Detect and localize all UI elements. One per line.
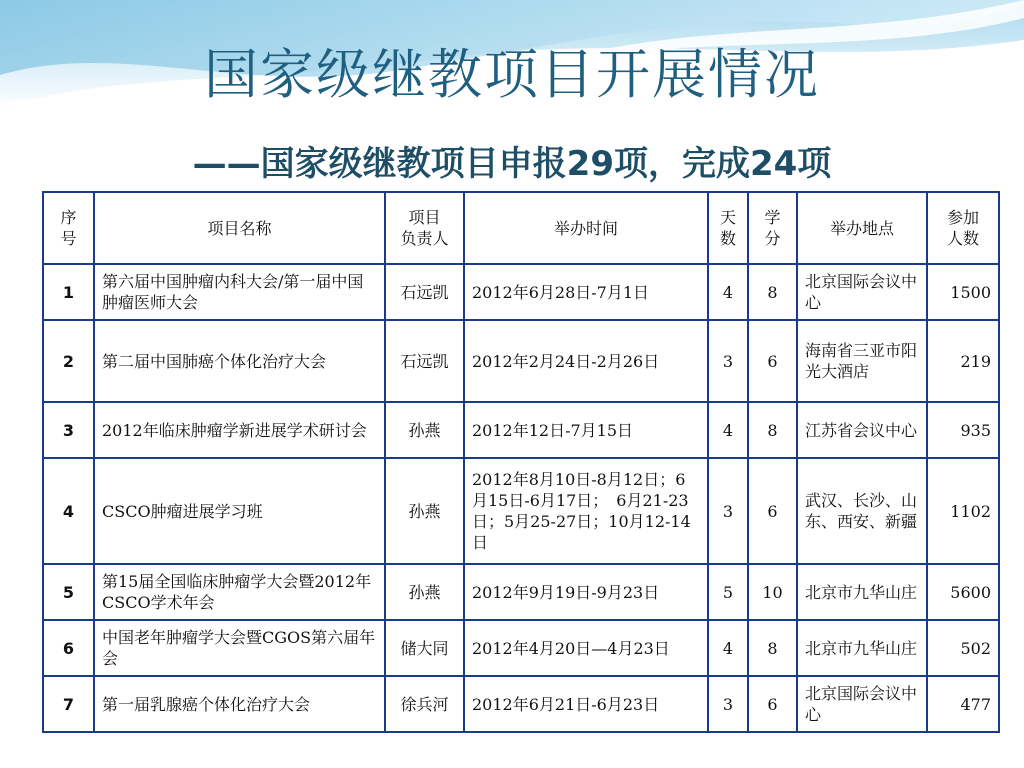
- cell-time: 2012年2月24日-2月26日: [464, 320, 708, 402]
- table-row: [43, 676, 999, 732]
- header-no: 序 号: [43, 192, 94, 264]
- header-place: 举办地点: [797, 192, 927, 264]
- cell-days: 5: [708, 564, 748, 620]
- cell-no: 6: [43, 620, 94, 676]
- table-row: [43, 402, 999, 458]
- cell-count: 1102: [927, 458, 999, 564]
- cell-no: 5: [43, 564, 94, 620]
- cell-credits: 8: [748, 264, 797, 320]
- table-header-row: [43, 192, 999, 264]
- cell-time: 2012年6月28日-7月1日: [464, 264, 708, 320]
- cell-name: 第六届中国肿瘤内科大会/第一届中国肿瘤医师大会: [94, 264, 385, 320]
- table-row: [43, 620, 999, 676]
- cell-no: 2: [43, 320, 94, 402]
- cell-lead: 徐兵河: [385, 676, 464, 732]
- table-row: [43, 564, 999, 620]
- cell-credits: 6: [748, 320, 797, 402]
- cell-credits: 10: [748, 564, 797, 620]
- cell-time: 2012年6月21日-6月23日: [464, 676, 708, 732]
- header-count: 参加 人数: [927, 192, 999, 264]
- cell-name: 中国老年肿瘤学大会暨CGOS第六届年会: [94, 620, 385, 676]
- cell-no: 3: [43, 402, 94, 458]
- cell-days: 4: [708, 264, 748, 320]
- cell-time: 2012年9月19日-9月23日: [464, 564, 708, 620]
- cell-days: 4: [708, 620, 748, 676]
- cell-lead: 孙燕: [385, 564, 464, 620]
- cell-place: 北京国际会议中心: [797, 264, 927, 320]
- header-name: 项目名称: [94, 192, 385, 264]
- header-credits: 学 分: [748, 192, 797, 264]
- cell-count: 1500: [927, 264, 999, 320]
- cell-place: 北京市九华山庄: [797, 564, 927, 620]
- cell-credits: 6: [748, 676, 797, 732]
- cell-place: 武汉、长沙、山东、西安、新疆: [797, 458, 927, 564]
- cell-count: 502: [927, 620, 999, 676]
- cell-name: 第二届中国肺癌个体化治疗大会: [94, 320, 385, 402]
- cell-days: 3: [708, 676, 748, 732]
- header-lead: 项目 负责人: [385, 192, 464, 264]
- cell-lead: 孙燕: [385, 402, 464, 458]
- header-time: 举办时间: [464, 192, 708, 264]
- cell-place: 海南省三亚市阳光大酒店: [797, 320, 927, 402]
- cell-time: 2012年8月10日-8月12日；6月15日-6月17日； 6月21-23日；5月25-27日；10月12-14日: [464, 458, 708, 564]
- cell-lead: 储大同: [385, 620, 464, 676]
- cell-no: 1: [43, 264, 94, 320]
- cell-count: 935: [927, 402, 999, 458]
- cell-name: 2012年临床肿瘤学新进展学术研讨会: [94, 402, 385, 458]
- cell-place: 北京国际会议中心: [797, 676, 927, 732]
- cell-time: 2012年12日-7月15日: [464, 402, 708, 458]
- cell-lead: 石远凯: [385, 264, 464, 320]
- cell-credits: 8: [748, 620, 797, 676]
- slide-subtitle: ——国家级继教项目申报29项，完成24项: [192, 144, 832, 184]
- cell-name: CSCO肿瘤进展学习班: [94, 458, 385, 564]
- table-row: [43, 458, 999, 564]
- cell-count: 5600: [927, 564, 999, 620]
- cell-time: 2012年4月20日—4月23日: [464, 620, 708, 676]
- table-row: [43, 320, 999, 402]
- projects-table: [42, 191, 1000, 733]
- cell-count: 219: [927, 320, 999, 402]
- cell-days: 3: [708, 458, 748, 564]
- cell-place: 北京市九华山庄: [797, 620, 927, 676]
- cell-credits: 6: [748, 458, 797, 564]
- slide-title: 国家级继教项目开展情况: [204, 43, 820, 106]
- cell-lead: 石远凯: [385, 320, 464, 402]
- table-row: [43, 264, 999, 320]
- cell-name: 第15届全国临床肿瘤学大会暨2012年CSCO学术年会: [94, 564, 385, 620]
- cell-no: 4: [43, 458, 94, 564]
- cell-days: 4: [708, 402, 748, 458]
- cell-name: 第一届乳腺癌个体化治疗大会: [94, 676, 385, 732]
- cell-days: 3: [708, 320, 748, 402]
- cell-lead: 孙燕: [385, 458, 464, 564]
- header-days: 天 数: [708, 192, 748, 264]
- cell-credits: 8: [748, 402, 797, 458]
- cell-no: 7: [43, 676, 94, 732]
- cell-place: 江苏省会议中心: [797, 402, 927, 458]
- cell-count: 477: [927, 676, 999, 732]
